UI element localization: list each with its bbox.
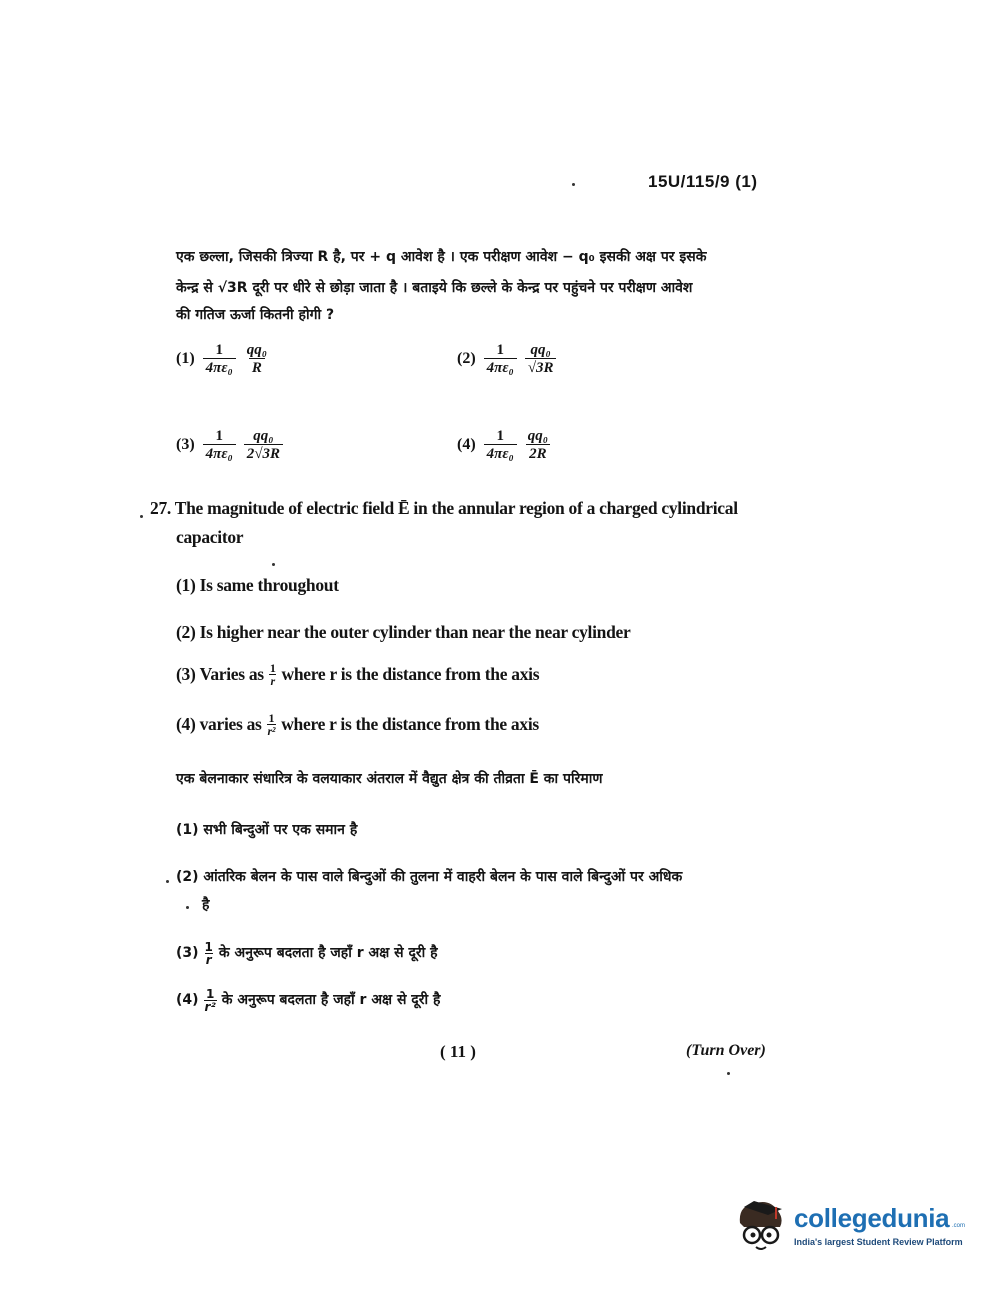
brand-tagline: India's largest Student Review Platform: [794, 1237, 963, 1247]
q26-hindi-line-3: की गतिज ऊर्जा कितनी होगी ?: [176, 307, 335, 323]
constant-fraction: $\frac{1}{\text{4πε₀}}$: [203, 428, 236, 462]
scan-speck: [272, 563, 275, 566]
scan-speck: [572, 183, 575, 186]
value-fraction: $\frac{\text{qq₀}}{√3R}$: [525, 342, 557, 376]
q27-en-option-1: (1) Is same throughout: [176, 575, 339, 595]
constant-fraction: $\frac{1}{\text{4πε₀}}$: [484, 342, 517, 376]
question-text: The magnitude of electric field Ē in the annular region of a charged cylindrical: [174, 498, 738, 518]
mascot-icon: [734, 1197, 794, 1259]
constant-fraction: $\frac{1}{\text{4πε₀}}$: [203, 342, 236, 376]
q27-hi-option-2: (2) आंतरिक बेलन के पास वाले बिन्दुओं की तुलना में वाहरी बेलन के पास वाले बिन्दुओं पर अधिक: [176, 869, 683, 885]
scan-speck: [166, 880, 169, 883]
q27-en-option-3: (3) Varies as $\frac{1}{r}$ where r is the distance from the axis: [176, 661, 540, 688]
scan-speck: [727, 1072, 730, 1075]
option-label: (3): [176, 436, 195, 453]
option-label: (4): [457, 436, 476, 453]
scan-speck: [140, 515, 143, 518]
scan-speck: [186, 906, 189, 909]
q27-hi-option-3: (3) $\frac{1}{r}$ के अनुरूप बदलता है जहाँ r अक्ष से दूरी है: [176, 940, 438, 967]
brand-suffix: .com: [952, 1223, 966, 1229]
q27-stem-line-1: [150, 498, 738, 519]
constant-fraction: $\frac{1}{\text{4πε₀}}$: [484, 428, 517, 462]
value-fraction: $\frac{\text{qq₀}}{2R}$: [527, 428, 548, 462]
one-over-r-fraction: $\frac{1}{r}$: [269, 661, 276, 688]
collegedunia-logo: [734, 1197, 964, 1259]
q26-hindi-line-2: केन्द्र से √3R दूरी पर धीरे से छोड़ा जाता है । बताइये कि छल्ले के केन्द्र पर पहुंचने पर परीक्षण आवेश: [176, 280, 693, 296]
q27-hi-option-1: (1) सभी बिन्दुओं पर एक समान है: [176, 822, 358, 838]
q27-hi-option-2-cont: है: [202, 897, 210, 913]
question-number: 27.: [150, 498, 171, 518]
q26-option-2: [457, 342, 560, 376]
q27-en-option-4: (4) varies as $\frac{1}{\text{r²}}$ where r is the distance from the axis: [176, 711, 539, 738]
option-label: (1): [176, 350, 195, 367]
one-over-r-fraction: $\frac{1}{r}$: [204, 940, 213, 967]
option-label: (2): [457, 350, 476, 367]
q27-en-option-2: (2) Is higher near the outer cylinder than near the near cylinder: [176, 622, 631, 642]
q27-hi-option-4: (4) $\frac{1}{\text{r²}}$ के अनुरूप बदलता है जहाँ r अक्ष से दूरी है: [176, 987, 441, 1014]
one-over-r-squared-fraction: $\frac{1}{\text{r²}}$: [204, 987, 216, 1014]
one-over-r-squared-fraction: $\frac{1}{\text{r²}}$: [267, 711, 276, 738]
value-fraction: $\frac{\text{qq₀}}{2√3R}$: [244, 428, 283, 462]
q27-hindi-stem: एक बेलनाकार संधारित्र के वलयाकार अंतराल में वैद्युत क्षेत्र की तीव्रता Ē का परिमाण: [176, 771, 603, 787]
q26-option-4: [457, 428, 555, 462]
q26-option-3: [176, 428, 287, 462]
q27-stem-line-2: capacitor: [176, 527, 244, 547]
value-fraction: $\frac{\text{qq₀}}{R}$: [246, 342, 267, 376]
brand-name: collegedunia: [794, 1203, 950, 1233]
q26-option-1: [176, 342, 274, 376]
turn-over-note: (Turn Over): [686, 1042, 766, 1059]
paper-code: 15U/115/9 (1): [648, 172, 758, 191]
q26-hindi-line-1: एक छल्ला, जिसकी त्रिज्या R है, पर + q आवेश है । एक परीक्षण आवेश − q₀ इसकी अक्ष पर इसके: [176, 249, 707, 265]
page-number: ( 11 ): [440, 1042, 476, 1061]
